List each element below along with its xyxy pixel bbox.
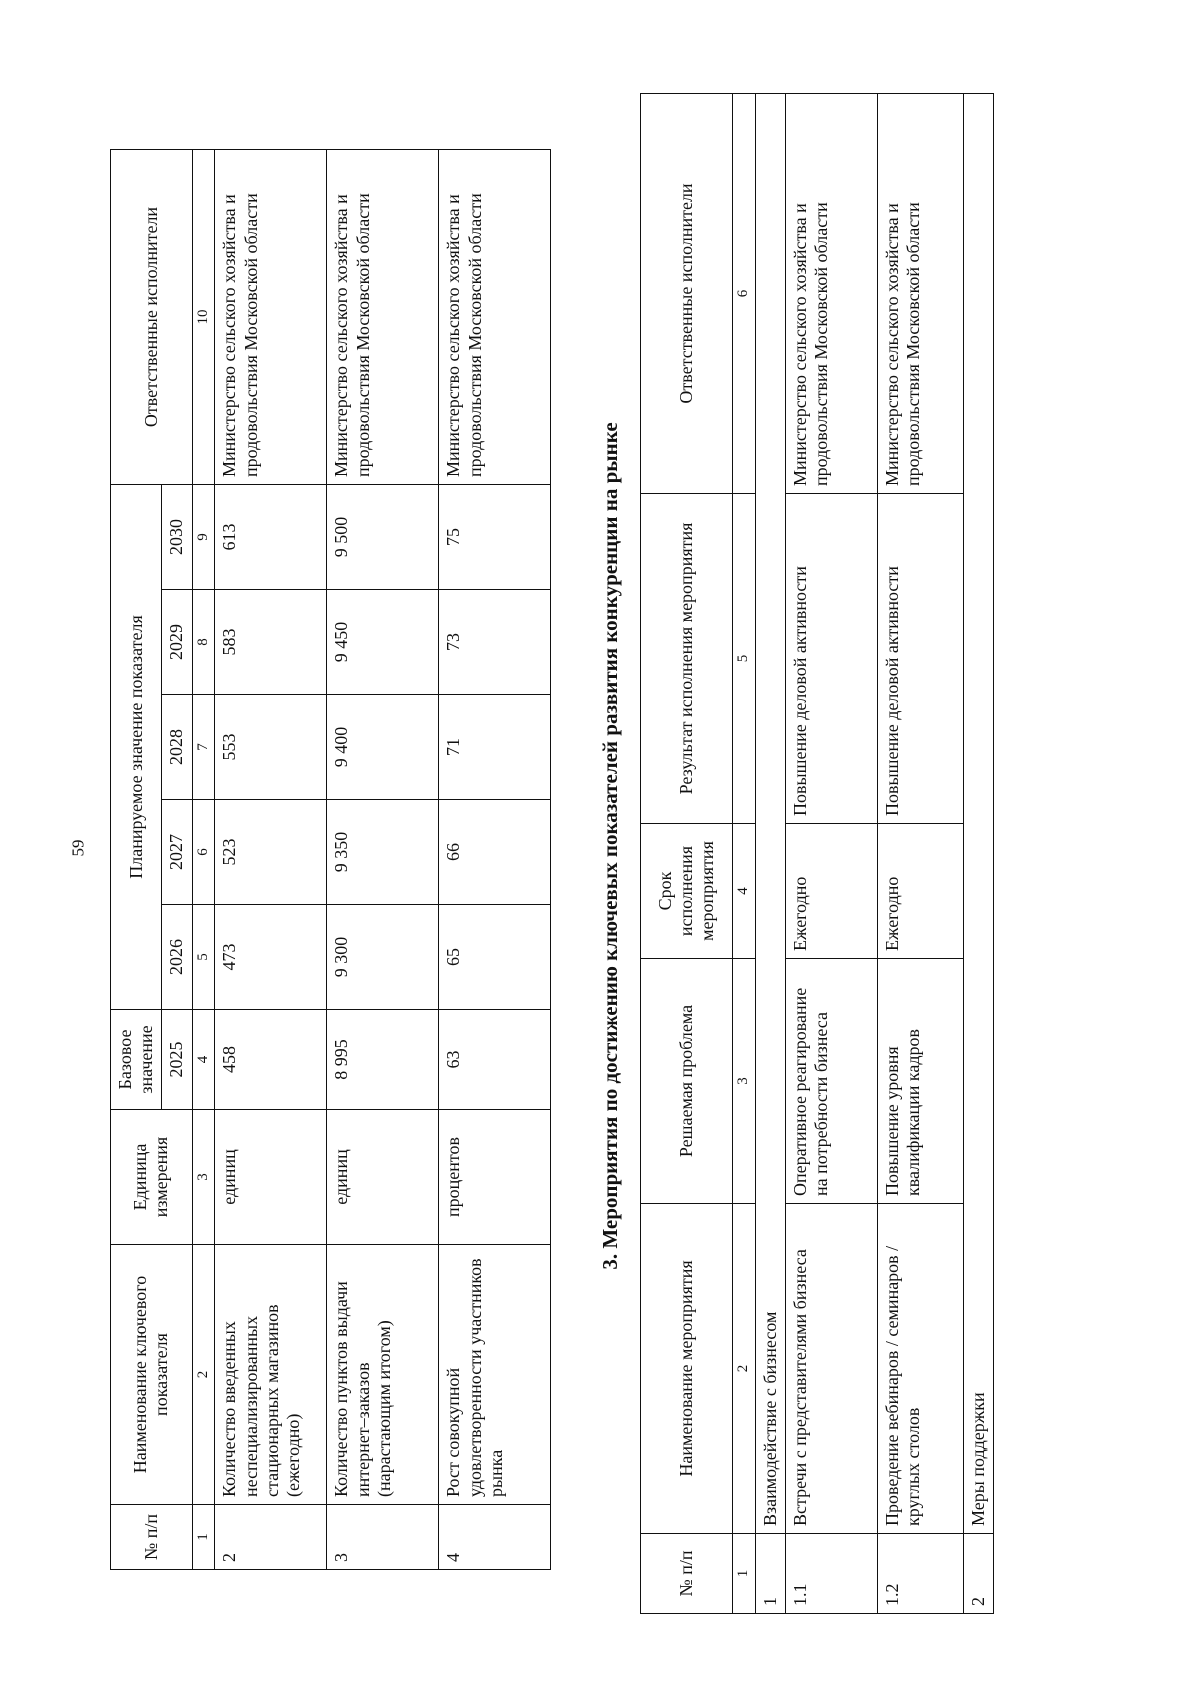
col-num: 3 <box>192 1110 215 1245</box>
row-num: 3 <box>327 1505 439 1570</box>
responsible: Министерство сельского хозяйства и продовольствия Московской области <box>215 150 327 485</box>
value-2025: 8 995 <box>327 1010 439 1110</box>
group-title: Меры поддержки <box>963 94 993 1534</box>
responsible: Министерство сельского хозяйства и продовольствия Московской области <box>785 94 877 494</box>
unit: единиц <box>327 1110 439 1245</box>
unit: процентов <box>439 1110 551 1245</box>
responsible: Министерство сельского хозяйства и продовольствия Московской области <box>877 94 963 494</box>
header-responsible: Ответственные исполнители <box>641 94 733 494</box>
value-2026: 473 <box>215 905 327 1010</box>
header-problem: Решаемая проблема <box>641 959 733 1204</box>
measures-column-numbers <box>733 94 756 1614</box>
term: Ежегодно <box>877 824 963 959</box>
indicator-name: Количество пунктов выдачи интернет–заказов (нарастающим итогом) <box>327 1245 439 1505</box>
value-2030: 75 <box>439 485 551 590</box>
col-num: 5 <box>192 905 215 1010</box>
col-num: 4 <box>192 1010 215 1110</box>
group-title: Взаимодействие с бизнесом <box>755 94 785 1534</box>
table-row <box>439 150 551 1570</box>
unit: единиц <box>215 1110 327 1245</box>
year-2029: 2029 <box>162 590 192 695</box>
year-2026: 2026 <box>162 905 192 1010</box>
table-row <box>785 94 877 1614</box>
row-num: 2 <box>215 1505 327 1570</box>
table-row <box>877 94 963 1614</box>
value-2027: 66 <box>439 800 551 905</box>
problem: Оперативное реагирование на потребности бизнеса <box>785 959 877 1204</box>
col-num: 6 <box>733 94 756 494</box>
section-heading: 3. Мероприятия по достижению ключевых показателей развития конкуренции на рынке <box>598 422 622 1270</box>
measure-name: Проведение вебинаров / семинаров / круглых столов <box>877 1204 963 1534</box>
row-num: 1.2 <box>877 1534 963 1614</box>
col-num: 1 <box>733 1534 756 1614</box>
value-2029: 583 <box>215 590 327 695</box>
value-2025: 63 <box>439 1010 551 1110</box>
col-num: 5 <box>733 494 756 824</box>
value-2030: 613 <box>215 485 327 590</box>
value-2030: 9 500 <box>327 485 439 590</box>
indicators-header-row <box>111 150 162 1570</box>
col-num: 2 <box>192 1245 215 1505</box>
group-num: 1 <box>755 1534 785 1614</box>
page-number: 59 <box>68 839 88 857</box>
result: Повышение деловой активности <box>785 494 877 824</box>
header-result: Результат исполнения мероприятия <box>641 494 733 824</box>
value-2029: 9 450 <box>327 590 439 695</box>
group-row <box>755 94 785 1614</box>
table-row <box>327 150 439 1570</box>
year-2027: 2027 <box>162 800 192 905</box>
row-num: 4 <box>439 1505 551 1570</box>
col-num: 3 <box>733 959 756 1204</box>
value-2028: 9 400 <box>327 695 439 800</box>
col-num: 6 <box>192 800 215 905</box>
group-num: 2 <box>963 1534 993 1614</box>
responsible: Министерство сельского хозяйства и продовольствия Московской области <box>327 150 439 485</box>
responsible: Министерство сельского хозяйства и продовольствия Московской области <box>439 150 551 485</box>
col-num: 9 <box>192 485 215 590</box>
row-num: 1.1 <box>785 1534 877 1614</box>
col-num: 4 <box>733 824 756 959</box>
rotated-page-content <box>70 32 1200 1660</box>
measures-table <box>640 93 994 1614</box>
value-2029: 73 <box>439 590 551 695</box>
header-num: № п/п <box>111 1505 193 1570</box>
header-unit: Единица измерения <box>111 1110 193 1245</box>
value-2028: 553 <box>215 695 327 800</box>
table-row <box>215 150 327 1570</box>
header-responsible: Ответственные исполнители <box>111 150 193 485</box>
value-2027: 523 <box>215 800 327 905</box>
header-term: Срок исполнения мероприятия <box>641 824 733 959</box>
col-num: 1 <box>192 1505 215 1570</box>
value-2027: 9 350 <box>327 800 439 905</box>
value-2026: 9 300 <box>327 905 439 1010</box>
header-base-value: Базовое значение <box>111 1010 162 1110</box>
indicator-name: Рост совокупной удовлетворенности участников рынка <box>439 1245 551 1505</box>
indicator-name: Количество введенных неспециализированных стационарных магазинов (ежегодно) <box>215 1245 327 1505</box>
header-measure-name: Наименование мероприятия <box>641 1204 733 1534</box>
col-num: 10 <box>192 150 215 485</box>
header-num: № п/п <box>641 1534 733 1614</box>
header-planned-value: Планируемое значение показателя <box>111 485 162 1010</box>
value-2026: 65 <box>439 905 551 1010</box>
problem: Повышение уровня квалификации кадров <box>877 959 963 1204</box>
value-2025: 458 <box>215 1010 327 1110</box>
value-2028: 71 <box>439 695 551 800</box>
year-2025: 2025 <box>162 1010 192 1110</box>
group-row <box>963 94 993 1614</box>
col-num: 8 <box>192 590 215 695</box>
year-2030: 2030 <box>162 485 192 590</box>
indicators-column-numbers <box>192 150 215 1570</box>
measure-name: Встречи с представителями бизнеса <box>785 1204 877 1534</box>
key-indicators-table <box>110 149 551 1570</box>
measures-header-row <box>641 94 733 1614</box>
header-indicator-name: Наименование ключевого показателя <box>111 1245 193 1505</box>
col-num: 2 <box>733 1204 756 1534</box>
year-2028: 2028 <box>162 695 192 800</box>
result: Повышение деловой активности <box>877 494 963 824</box>
term: Ежегодно <box>785 824 877 959</box>
col-num: 7 <box>192 695 215 800</box>
